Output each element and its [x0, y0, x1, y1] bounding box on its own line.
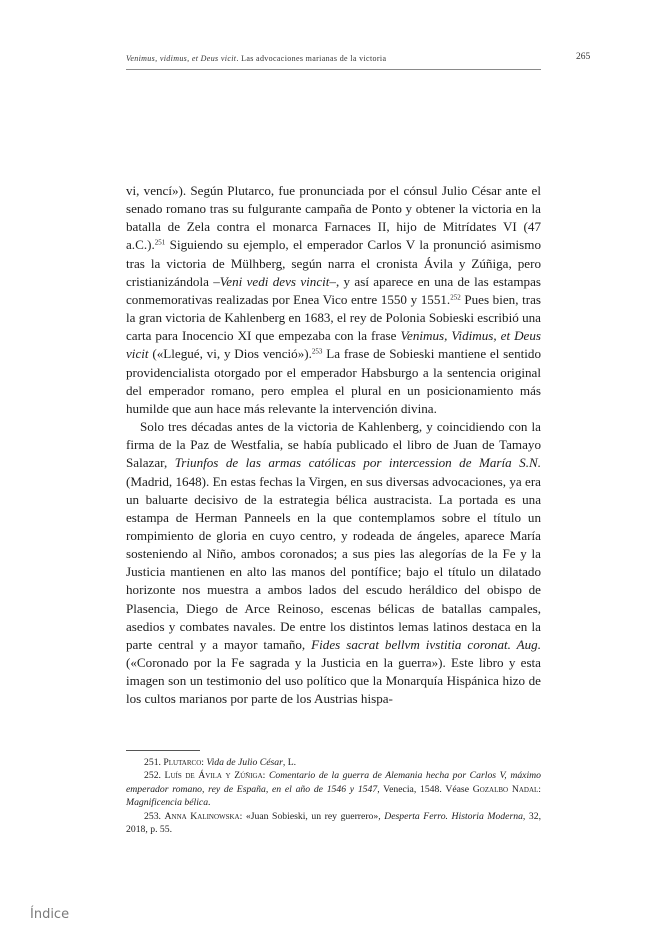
- index-link[interactable]: Índice: [30, 907, 70, 922]
- paragraph-2: Solo tres décadas antes de la victoria de Kahlenberg, y coincidiendo con la firma de la Paz de Westfalia, se había publicado el libro de Juan de Tamayo Salazar, Triunfos de las armas católicas por intercession de María S.N. (Madrid, 1648). En estas fechas la Virgen, en sus diversas advocaciones, ya era un baluarte decisivo de la estrategia bélica austracista. La portada es una estampa de Herman Panneels en la que contemplamos sobre el título un rompimiento de gloria en cuyo centro, y rodeada de ángeles, aparece María sosteniendo al Niño, ambos coronados; a sus pies las alegorías de la Fe y la Justicia mantienen en alto las manos del pontífice; bajo el título un dilatado horizonte nos muestra a ambos lados del escudo heráldico del obispo de Plasencia, Diego de Arce Reinoso, escenas bélicas de batallas campales, asedios y combates navales. De entre los distintos lemas latinos destaca en la parte central y a mayor tamaño, Fides sacrat bellvm ivstitia coronat. Aug. («Coronado por la Fe sagrada y la Justicia en la guerra»). Este libro y esta imagen son un testimonio del uso político que la Monarquía Hispánica hizo de los cultos marianos por parte de los Austrias hispa-: [126, 419, 541, 707]
- footnote-divider: [126, 750, 200, 751]
- footnote-ref-252[interactable]: 252: [450, 293, 461, 302]
- running-head: [126, 48, 541, 70]
- footnote-ref-253[interactable]: 253: [311, 347, 323, 356]
- main-text: [126, 182, 541, 709]
- running-head-title: Venimus, vidimus, et Deus vicit. Las advocaciones marianas de la victoria: [126, 54, 387, 63]
- footnotes: [126, 756, 541, 836]
- page-number: 265: [576, 52, 591, 62]
- footnote-252: 252. Luís de Ávila y Zúñiga: Comentario de la guerra de Alemania hecha por Carlos V, máximo emperador romano, rey de España, en el año de 1546 y 1547, Venecia, 1548. Véase Gozalbo Nadal: Magnificencia bélica.: [126, 770, 541, 809]
- footnote-253: 253. Anna Kalinowska: «Juan Sobieski, un rey guerrero», Desperta Ferro. Historia Moderna, 32, 2018, p. 55.: [126, 810, 542, 836]
- footnote-ref-251[interactable]: 251: [154, 238, 166, 247]
- paragraph-1: vi, vencí»). Según Plutarco, fue pronunciada por el cónsul Julio César ante el senado romano tras su fulgurante campaña de Ponto y obtener la victoria en la batalla de Zela contra el monarca Farnaces II, hijo de Mitrídates VI (47 a.C.).$^{251}$ Siguiendo su ejemplo, el emperador Carlos V la pronunció asimismo tras la victoria de Mülhberg, según narra el cronista Ávila y Zúñiga, pero cristianizándola –Veni vedi devs vincit–, y así aparece en una de las estampas conmemorativas realizadas por Enea Vico entre 1550 y 1551.$^{252}$ Pues bien, tras la gran victoria de Kahlenberg en 1683, el rey de Polonia Sobieski escribió una carta para Inocencio XI que empezaba con la frase Venimus, Vidimus, et Deus vicit («Llegué, vi, y Dios venció»).$^{253}$ La frase de Sobieski mantiene el sentido providencialista otorgado por el emperador Habsburgo a la sentencia original del emperador romano, pero emplea el plural en un posicionamiento más humilde que aun hace más relevante la intervención divina.: [126, 183, 542, 416]
- footnote-251: 251. Plutarco: Vida de Julio César, L.: [144, 757, 297, 768]
